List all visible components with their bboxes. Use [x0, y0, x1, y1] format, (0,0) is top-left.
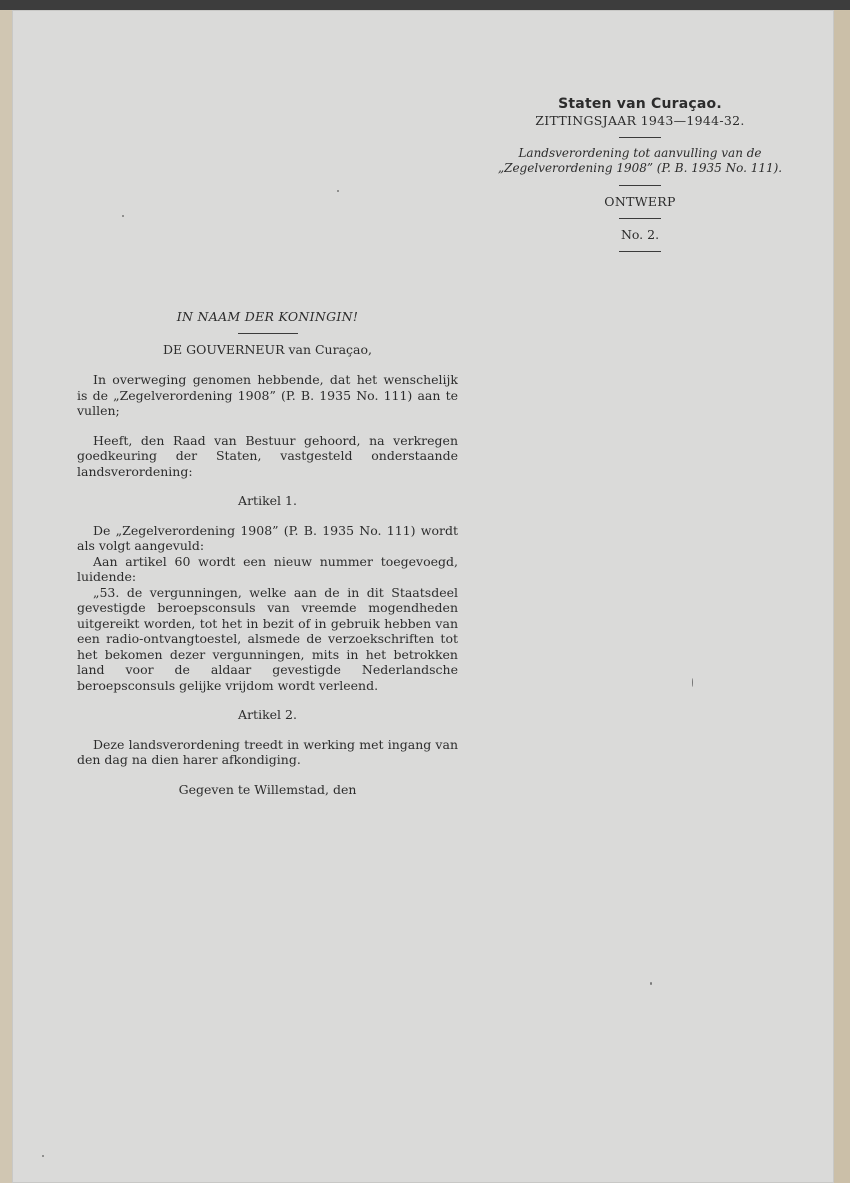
paper-speck	[337, 190, 339, 192]
header-divider	[619, 137, 661, 138]
header-divider	[619, 185, 661, 186]
paper-speck	[650, 982, 652, 985]
header-divider	[619, 251, 661, 252]
paper-speck	[122, 215, 124, 217]
article-1-heading: Artikel 1.	[238, 493, 297, 508]
enactment-paragraph: Heeft, den Raad van Bestuur gehoord, na verkregen goedkeuring der Staten, vastgesteld onderstaande landsverordening:	[77, 432, 458, 479]
ordinance-subject: Landsverordening tot aanvulling van de „Zegelverordening 1908” (P. B. 1935 No. 111).	[497, 146, 783, 175]
scan-right-border	[834, 10, 850, 1183]
draft-label: ONTWERP	[604, 194, 676, 209]
document-header	[490, 96, 790, 260]
scan-top-border	[0, 0, 850, 10]
draft-number: No. 2.	[620, 227, 660, 242]
article-1-clause: „53. de vergunningen, welke aan de in dit Staatsdeel gevestigde beroepsconsuls van vreemde mogendheden uitgereikt worden, tot het in bezit of in gebruik hebben van een radio-ontvangtoestel, alsmede de verzoekschriften tot het bekomen dezer vergunningen, mits in het betrokken land voor de aldaar gevestigde Nederlandsche beroepsconsuls gelijke vrijdom wordt verleend.	[77, 584, 458, 693]
article-1-intro: De „Zegelverordening 1908” (P. B. 1935 No. 111) wordt als volgt aangevuld:	[77, 522, 458, 553]
article-1-instruction: Aan artikel 60 wordt een nieuw nummer toegevoegd, luidende:	[77, 553, 458, 584]
closing-line: Gegeven te Willemstad, den	[178, 781, 357, 797]
ordinance-body	[77, 309, 458, 797]
article-2-heading: Artikel 2.	[238, 707, 297, 722]
article-2-text: Deze landsverordening treedt in werking met ingang van den dag na dien harer afkondiging.	[77, 736, 458, 767]
session-year: ZITTINGSJAAR 1943—1944-32.	[535, 113, 745, 128]
paper-speck	[42, 1155, 44, 1157]
header-divider	[619, 218, 661, 219]
assembly-title: Staten van Curaçao.	[558, 96, 722, 112]
body-divider	[238, 333, 298, 334]
scan-left-border	[0, 10, 12, 1183]
invocation: IN NAAM DER KONINGIN!	[176, 309, 359, 324]
preamble-paragraph: In overweging genomen hebbende, dat het wenschelijk is de „Zegelverordening 1908” (P. B. 1935 No. 111) aan te vullen;	[77, 372, 458, 418]
paper-speck	[692, 678, 693, 687]
governor-line: DE GOUVERNEUR van Curaçao,	[163, 341, 372, 357]
